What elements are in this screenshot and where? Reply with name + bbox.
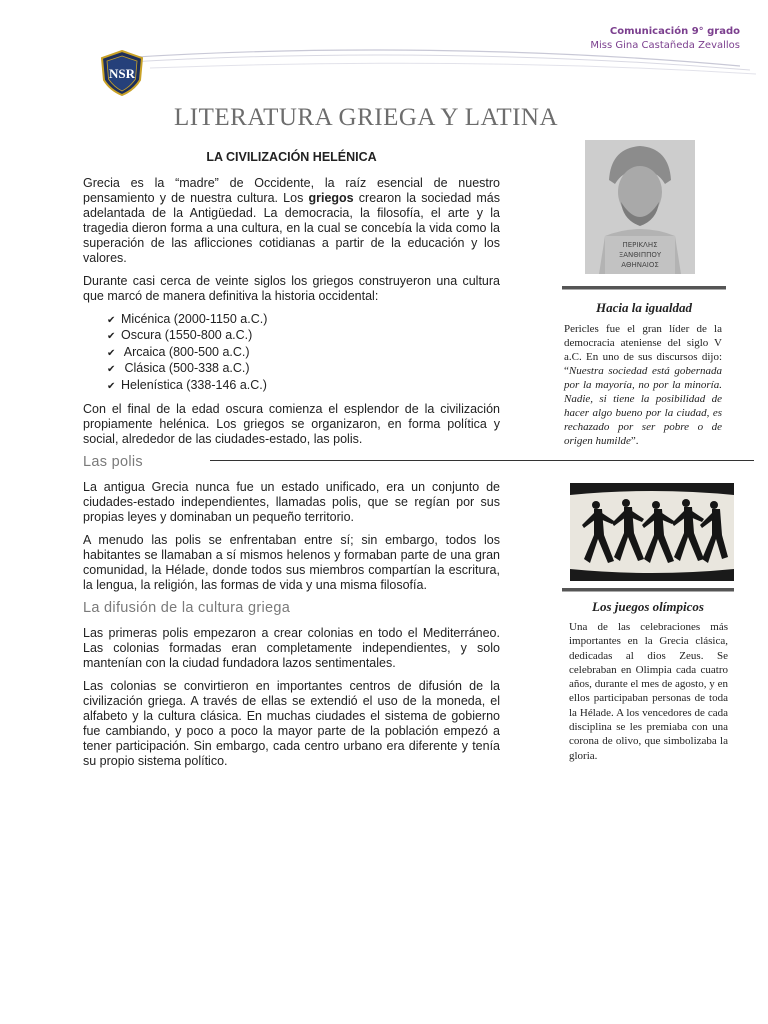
- sidebar-title-igualdad: Hacia la igualdad: [595, 300, 693, 315]
- divider-line: [210, 460, 754, 461]
- paragraph-siglos: Durante casi cerca de veinte siglos los griegos construyeron una cultura que marcó de manera definitiva la historia occidental:: [83, 274, 500, 303]
- sidebar-text-igualdad: Pericles fue el gran líder de la democracia ateniense del siglo V a.C. En uno de sus discursos dijo: “Nuestra sociedad está gobernada por la mayoría, no por la minoría. Nadie, si tiene la posibilidad de hacer algo bueno por la ciudad, es rechazado por ser pobre o de origen humilde”.: [564, 323, 722, 447]
- page-title: LITERATURA GRIEGA Y LATINA: [174, 104, 559, 131]
- pericles-bust-image: [585, 140, 695, 274]
- section-heading-polis: Las polis: [83, 454, 143, 471]
- check-icon: ✔: [107, 364, 116, 376]
- paragraph-edad-oscura: Con el final de la edad oscura comienza el esplendor de la civilización propiamente helénica. Los griegos se organizaron, en forma política y social, alrededor de las ciudades-estado, las polis.: [83, 402, 500, 447]
- section-heading-difusion: La difusión de la cultura griega: [83, 600, 291, 617]
- greek-runners-image: [570, 483, 734, 581]
- list-item: ✔ Arcaica (800-500 a.C.): [107, 345, 500, 361]
- sidebar-rule: [562, 286, 726, 290]
- list-item: ✔ Micénica (2000-1150 a.C.): [107, 312, 500, 328]
- section-heading-civilizacion: LA CIVILIZACIÓN HELÉNICA: [206, 150, 377, 164]
- paragraph-difusion-1: Las primeras polis empezaron a crear colonias en todo el Mediterráneo. Las colonias formadas eran completamente independientes, y solo mantenían con la ciudad fundadora lazos sentimentales.: [83, 626, 500, 671]
- paragraph-polis-1: La antigua Grecia nunca fue un estado unificado, era un conjunto de ciudades-estado independientes, llamadas polis, que se regían por sus propias leyes y dominaban un pequeño territorio.: [83, 480, 500, 525]
- svg-text:ΞΑΝΘΙΠΠΟΥ: ΞΑΝΘΙΠΠΟΥ: [618, 251, 662, 259]
- sidebar-title-juegos: Los juegos olímpicos: [592, 599, 704, 614]
- periods-list: [83, 312, 500, 394]
- check-icon: ✔: [107, 315, 116, 326]
- paragraph-difusion-2: Las colonias se convirtieron en importantes centros de difusión de la civilización griega. A través de ellas se extendió el uso de la moneda, el alfabeto y la cultura clásica. En muchas ciudades el sistema de gobierno fue cambiando, y poco a poco la mayor parte de la población empezó a tener participación. Sin embargo, cada centro urbano era diferente y tenía su propio sistema político.: [83, 679, 500, 769]
- check-icon: ✔: [107, 380, 116, 392]
- svg-text:ΠΕΡΙΚΛΗΣ: ΠΕΡΙΚΛΗΣ: [622, 241, 658, 249]
- main-column: [83, 150, 500, 777]
- paragraph-intro: Grecia es la “madre” de Occidente, la raíz esencial de nuestro pensamiento y de nuestra cultura. Los griegos crearon la sociedad más adelantada de la Antigüedad. La democracia, la filosofía, el arte y la tragedia dieron forma a una cultura, en la cual se concebía la vida como la superación de las aflicciones cotidianas a partir de la educación y los valores.: [83, 176, 501, 265]
- check-icon: ✔: [107, 331, 116, 343]
- teacher-name: Miss Gina Castañeda Zevallos: [590, 40, 740, 51]
- list-item: ✔ Clásica (500-338 a.C.): [107, 361, 500, 377]
- logo-letters: NSR: [108, 66, 136, 81]
- header-swoosh: [120, 40, 760, 80]
- school-logo: [100, 50, 144, 96]
- svg-text:ΑΘΗΝΑΙΟΣ: ΑΘΗΝΑΙΟΣ: [621, 261, 659, 269]
- sidebar-text-juegos: Una de las celebraciones más importantes en la Grecia clásica, dedicadas al dios Zeus. Se celebraban en Olimpia cada cuatro años, durante el mes de agosto, y en ellos participaban personas de toda la Hélade. A los vencedores de cada disciplina se les premiaba con una corona de olivo, que simbolizaba la gloria.: [569, 621, 728, 762]
- check-icon: ✔: [107, 347, 116, 359]
- list-item: ✔ Helenística (338-146 a.C.): [107, 378, 500, 394]
- paragraph-polis-2: A menudo las polis se enfrentaban entre sí; sin embargo, todos los habitantes se llamaban a sí mismos helenos y formaban parte de una gran comunidad, la Hélade, donde todos sus miembros compartían la escritura, la lengua, la religión, las formas de vida y una misma filosofía.: [83, 533, 500, 593]
- sidebar-rule: [562, 588, 734, 592]
- list-item: ✔ Oscura (1550-800 a.C.): [107, 328, 500, 344]
- course-label: Comunicación 9° grado: [609, 26, 740, 37]
